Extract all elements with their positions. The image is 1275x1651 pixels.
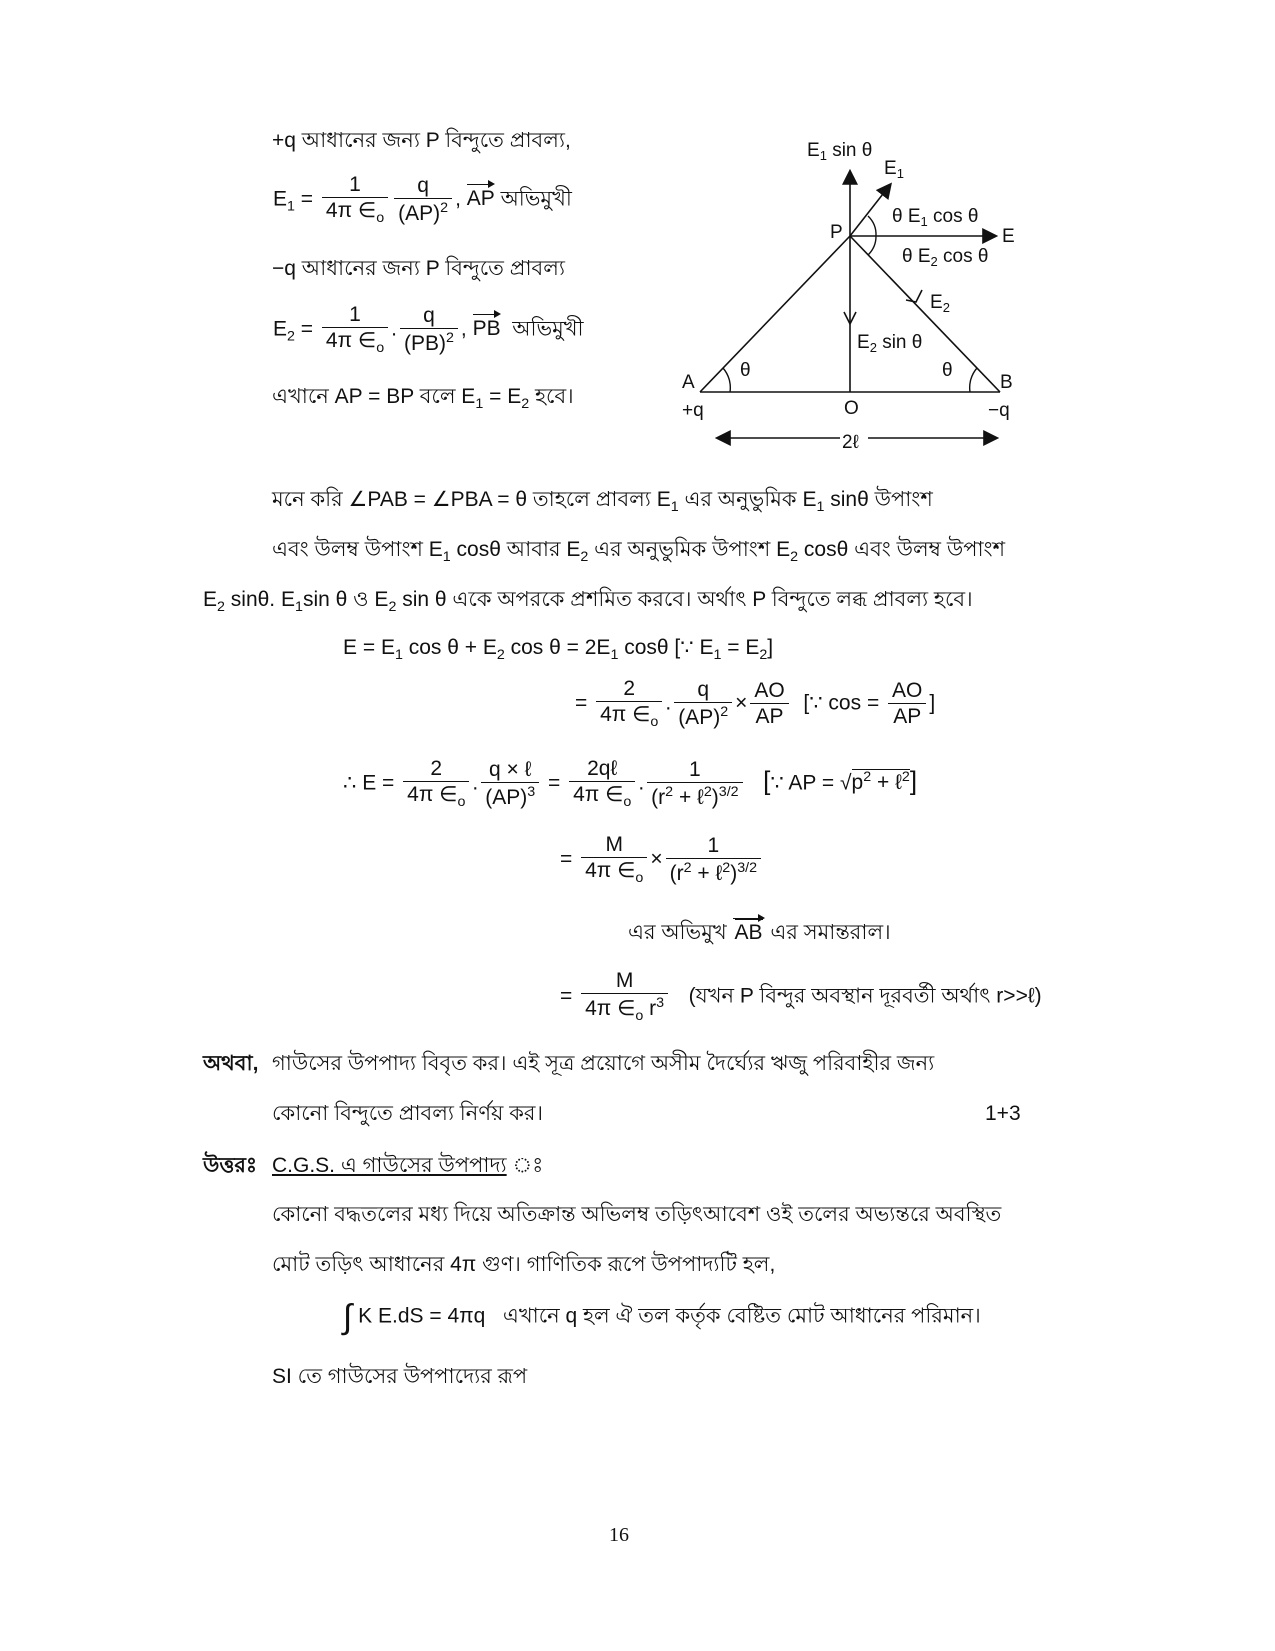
label-e1-cos: θ $E_1$ cos θ (892, 206, 979, 229)
gauss-line-2: মোট তড়িৎ আধানের 4π গুণ। গাণিতিক রূপে উপপাদ্যটি হল, (272, 1253, 776, 1276)
label-2l: 2ℓ (842, 432, 859, 453)
equation-e1: $E_1$ = $\frac{1}{4\pi \in_o}$ $\frac{q}{(AP)^2}$ , AP অভিমুখী (273, 173, 572, 227)
label-e2-cos: θ $E_2$ cos θ (902, 246, 989, 269)
label-e1-sin: $E_1$ sin θ (807, 140, 873, 163)
gauss-line-1: কোনো বদ্ধতলের মধ্য দিয়ে অতিক্রান্ত অভিলম্ব তড়িৎআবেশ ওই তলের অভ্যন্তরে অবস্থিত (272, 1203, 1002, 1226)
arrow-e1 (850, 185, 890, 236)
label-theta-a: θ (740, 360, 751, 381)
paragraph-line-1: মনে করি ∠PAB = ∠PBA = θ তাহলে প্রাবল্য $E_1$ এর অনুভুমিক $E_1$ sinθ উপাংশ (272, 488, 933, 516)
direction-note: এর অভিমুখ AB এর সমান্তরাল। (628, 921, 891, 944)
paragraph-line-2: এবং উলম্ব উপাংশ $E_1$ cosθ আবার $E_2$ এর অনুভুমিক উপাংশ $E_2$ cosθ এবং উলম্ব উপাংশ (272, 538, 1006, 566)
equation-step-3: = $\frac{M}{4\pi \in_o}$ × $\frac{1}{(r^2 + \ell^2)^{3/2}}$ (560, 832, 764, 887)
gauss-formula: K E.dS = 4πq (358, 1304, 486, 1328)
angle-arc-a (723, 368, 730, 392)
label-theta-b: θ (942, 360, 953, 381)
label-e2: $E_2$ (930, 292, 950, 315)
angle-arc-e1 (868, 216, 876, 236)
question-line-2: কোনো বিন্দুতে প্রাবল্য নির্ণয় কর। (272, 1102, 543, 1125)
label-plus-q: +q (682, 400, 704, 421)
equation-far-field: = $\frac{M}{4\pi \in_o r^3}$ (যখন P বিন্দুর অবস্থান দূরবর্তী অর্থাৎ r>>ℓ) (560, 969, 1042, 1025)
label-b: B (1000, 372, 1013, 393)
line-minusq-field: −q আধানের জন্য P বিন্দুতে প্রাবল্য (272, 257, 565, 280)
side-ap (700, 236, 850, 392)
equation-step-2: ∴ E = $\frac{2}{4\pi \in_o}$ . $\frac{\text{q × ℓ}}{(AP)^3}$ = $\frac{\text{2qℓ}}{4\pi \in_o}$ . $\frac{1}{(r^2 + \ell^2)^{3/2}}$ [∵ AP = $√p^2$ + ℓ$^2$] (343, 757, 918, 811)
page-number: 16 (609, 1524, 629, 1546)
paragraph-line-3: $E_2$ sinθ. $E_1\sin$ θ ও $E_2$ sin θ একে অপরকে প্রশমিত করবে। অর্থাৎ P বিন্দুতে লব্ধ প্রাবল্য হবে। (203, 588, 973, 616)
line-equal-fields: এখানে AP = BP বলে $E_1 = E_2$ হবে। (272, 385, 574, 413)
label-a: A (682, 372, 695, 393)
label-p: P (830, 222, 843, 243)
equation-e2: $E_2$ = $\frac{1}{4\pi \in_o}$ . $\frac{q}{(PB)^2}$ , PB অভিমুখী (273, 303, 584, 357)
label-minus-q: −q (988, 400, 1010, 421)
dipole-diagram (670, 130, 1050, 460)
vector-ap: AP (466, 187, 495, 211)
angle-arc-e2 (868, 236, 876, 255)
gauss-formula-line: ∫ K E.dS = 4πq এখানে q হল ঐ তল কর্তৃক বেষ্টিত মোট আধানের পরিমান। (343, 1298, 981, 1336)
gauss-line-4: SI তে গাউসের উপপাদ্যের রূপ (272, 1365, 528, 1388)
question-marks: 1+3 (985, 1102, 1021, 1125)
answer-label: উত্তরঃ (203, 1154, 258, 1177)
label-e: E (1002, 226, 1015, 247)
angle-arc-b (970, 368, 977, 392)
line-plusq-field: +q আধানের জন্য P বিন্দুতে প্রাবল্য, (272, 129, 571, 152)
label-e1: $E_1$ (884, 158, 904, 181)
equation-step-1: = $\frac{2}{4\pi \in_o}$ . $\frac{q}{(AP)^2}$ × $\frac{AO}{AP}$ [∵ cos = $\frac{AO}{AP}$ ] (575, 677, 936, 731)
label-e2-sin: $E_2$ sin θ (857, 332, 923, 355)
answer-title: C.G.S. এ গাউসের উপপাদ্য ঃ (272, 1154, 544, 1177)
vector-pb: PB (472, 317, 501, 341)
label-o: O (844, 398, 859, 419)
question-line-1: গাউসের উপপাদ্য বিবৃত কর। এই সূত্র প্রয়োগে অসীম দৈর্ঘ্যের ঋজু পরিবাহীর জন্য (272, 1052, 935, 1075)
or-label: অথবা, (203, 1052, 259, 1075)
equation-resultant: $E = E_1$ $\cos \theta + E_2$ $\cos \theta = 2E_1$ cosθ [∵ $E_1 = E_2$] (343, 636, 774, 664)
